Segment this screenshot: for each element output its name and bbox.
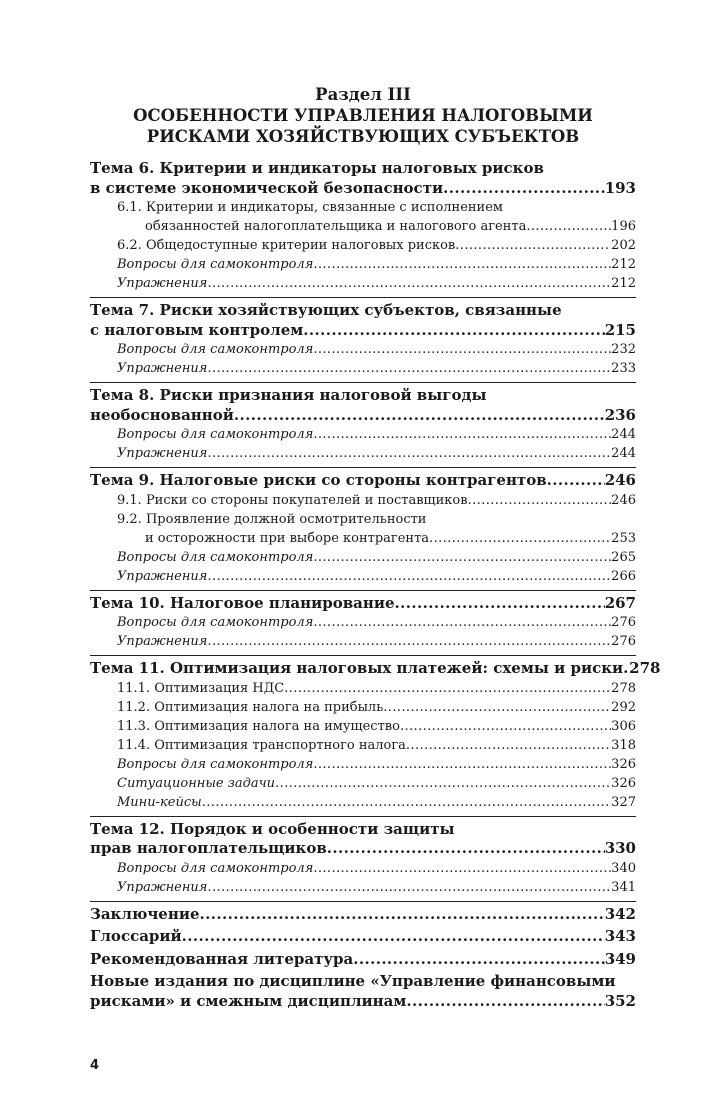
subsection-title: Вопросы для самоконтроля [117, 427, 314, 442]
leader-dots [207, 274, 611, 293]
topic-title-line2: в системе экономической безопасности [90, 178, 444, 197]
toc-entry[interactable] [90, 632, 636, 651]
toc-entry[interactable] [90, 255, 636, 274]
leader-dots [284, 679, 611, 698]
page-ref: 343 [604, 927, 636, 945]
page-ref: 246 [604, 471, 636, 489]
subsection-line2: обязанностей налогоплательщика и налогового агента [145, 219, 527, 234]
toc-entry[interactable] [90, 406, 636, 426]
page-ref: 193 [604, 178, 636, 197]
leader-dots [207, 567, 611, 586]
leader-dots [468, 491, 612, 510]
toc-entry[interactable] [90, 548, 636, 567]
toc-entry[interactable] [90, 679, 636, 698]
leader-dots [313, 255, 611, 274]
topic-title: Тема 11. Оптимизация налоговых платежей: схемы и риски [90, 659, 624, 677]
subsection-title: Вопросы для самоконтроля [117, 860, 314, 876]
toc-entry[interactable] [90, 236, 636, 255]
topic-title-line2: необоснованной [90, 405, 234, 424]
subsection-line2: и осторожности при выборе контрагента [145, 530, 430, 546]
toc-entry[interactable] [90, 491, 636, 510]
section-title-line1: ОСОБЕННОСТИ УПРАВЛЕНИЯ НАЛОГОВЫМИ [133, 106, 593, 125]
toc-entry[interactable] [90, 793, 636, 812]
subsection-title: 6.2. Общедоступные критерии налоговых рисков [117, 238, 456, 253]
toc-entry[interactable] [90, 774, 636, 793]
leader-dots [207, 359, 611, 378]
toc-topic-6 [90, 159, 636, 293]
toc-entry[interactable] [90, 425, 636, 444]
leader-dots [327, 839, 605, 859]
leader-dots [202, 793, 611, 812]
subsection-line1: 9.2. Проявление должной осмотрительности [117, 511, 427, 527]
subsection-title: 11.4. Оптимизация транспортного налога [117, 737, 406, 753]
toc-entry[interactable] [90, 950, 636, 970]
leader-dots [234, 406, 605, 426]
leader-dots [313, 613, 611, 632]
subsection-title: Ситуационные задачи [117, 775, 276, 791]
leader-dots [182, 927, 605, 947]
toc-entry[interactable] [90, 321, 636, 341]
backmatter-title: Глоссарий [90, 927, 182, 945]
subsection-title: 11.1. Оптимизация НДС [117, 680, 285, 696]
toc-entry[interactable] [90, 340, 636, 359]
toc-topic-7 [90, 297, 636, 378]
toc-entry[interactable] [90, 698, 636, 717]
backmatter-title: Заключение [90, 904, 200, 923]
backmatter-title-line2: рисками» и смежным дисциплинам [90, 991, 407, 1010]
topic-title-line1: Тема 6. Критерии и индикаторы налоговых рисков [90, 159, 544, 177]
page-ref: 326 [611, 775, 636, 791]
page-ref: 349 [604, 949, 636, 968]
toc-entry[interactable] [90, 594, 636, 614]
toc-entry[interactable] [90, 359, 636, 378]
leader-dots [406, 992, 604, 1012]
subsection-title: 11.2. Оптимизация налога на прибыль [117, 699, 384, 715]
toc-entry[interactable] [90, 736, 636, 755]
section-label: Раздел III [315, 85, 411, 104]
toc-entry[interactable] [90, 217, 636, 236]
subsection-title: Упражнения [117, 276, 208, 291]
subsection-title: Упражнения [117, 361, 208, 376]
toc-entry[interactable] [90, 659, 661, 679]
toc-entry[interactable] [90, 179, 636, 199]
section-title-line2: РИСКАМИ ХОЗЯЙСТВУЮЩИХ СУБЪЕКТОВ [146, 127, 580, 146]
page-ref: 212 [611, 276, 636, 291]
topic-title-line1: Тема 7. Риски хозяйствующих субъектов, связанные [90, 301, 562, 319]
toc-entry[interactable] [90, 905, 636, 925]
page-ref: 341 [611, 879, 636, 895]
toc-entry[interactable] [90, 613, 636, 632]
toc-topic-8 [90, 382, 636, 463]
page-ref: 278 [629, 659, 661, 677]
page-ref: 342 [604, 904, 636, 923]
backmatter-title-line1: Новые издания по дисциплине «Управление финансовыми [90, 972, 616, 990]
page-ref: 267 [604, 593, 636, 612]
topic-title: Тема 9. Налоговые риски со стороны контрагентов [90, 471, 547, 489]
toc-topic-12 [90, 816, 636, 897]
toc-entry[interactable] [90, 859, 636, 878]
toc-entry[interactable] [90, 717, 636, 736]
page-ref: 265 [611, 549, 636, 565]
leader-dots [200, 905, 605, 925]
subsection-title: Вопросы для самоконтроля [117, 756, 314, 772]
page-ref: 196 [611, 219, 636, 234]
leader-dots [547, 471, 605, 491]
leader-dots [303, 321, 604, 341]
leader-dots [395, 594, 605, 614]
leader-dots [275, 774, 611, 793]
page-ref: 340 [611, 860, 636, 876]
page-ref: 212 [611, 257, 636, 272]
leader-dots [313, 340, 611, 359]
subsection-title: Вопросы для самоконтроля [117, 257, 314, 272]
page-ref: 276 [611, 634, 636, 649]
subsection-title: Упражнения [117, 879, 208, 895]
subsection-title: Упражнения [117, 568, 208, 584]
backmatter-title: Рекомендованная литература [90, 949, 354, 968]
subsection-title: 11.3. Оптимизация налога на имущество [117, 718, 400, 734]
leader-dots [526, 217, 611, 236]
toc-entry[interactable] [90, 992, 636, 1012]
toc-entry[interactable] [90, 567, 636, 586]
toc-topic-11 [90, 655, 661, 812]
leader-dots [207, 878, 611, 897]
page-ref: 244 [611, 446, 636, 461]
page-ref: 306 [611, 718, 636, 734]
toc-entry[interactable] [90, 471, 636, 491]
page-ref: 232 [611, 342, 636, 357]
page-ref: 246 [611, 492, 636, 508]
leader-dots [313, 859, 611, 878]
page-ref: 253 [611, 530, 636, 546]
page-ref: 278 [611, 680, 636, 696]
subsection-title: Вопросы для самоконтроля [117, 342, 314, 357]
leader-dots [207, 444, 611, 463]
subsection-title: Вопросы для самоконтроля [117, 549, 314, 565]
page-ref: 292 [611, 699, 636, 715]
leader-dots [429, 529, 611, 548]
subsection-title: Упражнения [117, 634, 208, 649]
topic-title-line1: Тема 8. Риски признания налоговой выгоды [90, 386, 487, 404]
leader-dots [313, 548, 611, 567]
leader-dots [455, 236, 611, 255]
leader-dots [313, 425, 611, 444]
page-ref: 276 [611, 615, 636, 630]
toc-entry[interactable] [90, 878, 636, 897]
section-heading [0, 84, 726, 147]
page-ref: 318 [611, 737, 636, 753]
toc-topic-9 [90, 467, 636, 586]
leader-dots [313, 755, 611, 774]
leader-dots [406, 736, 611, 755]
leader-dots [400, 717, 611, 736]
page-ref: 326 [611, 756, 636, 772]
toc-entry[interactable] [90, 839, 636, 859]
page-ref: 327 [611, 794, 636, 810]
toc-entry[interactable] [90, 529, 636, 548]
page-number: 4 [90, 1058, 100, 1073]
topic-title-line2: с налоговым контролем [90, 320, 304, 339]
topic-title: Тема 10. Налоговое планирование [90, 593, 395, 612]
page-ref: 236 [604, 405, 636, 424]
toc-backmatter [90, 901, 636, 1012]
topic-title-line2: прав налогоплательщиков [90, 839, 327, 857]
subsection-title: Вопросы для самоконтроля [117, 615, 314, 630]
toc-topic-10 [90, 590, 636, 652]
page-ref: 352 [604, 991, 636, 1010]
table-of-contents [90, 159, 661, 1014]
page-ref: 202 [611, 238, 636, 253]
toc-entry[interactable] [90, 755, 636, 774]
toc-entry[interactable] [90, 444, 636, 463]
leader-dots [353, 950, 604, 970]
leader-dots [443, 179, 605, 199]
page-ref: 266 [611, 568, 636, 584]
leader-dots [383, 698, 611, 717]
subsection-title: Упражнения [117, 446, 208, 461]
toc-entry[interactable] [90, 927, 636, 947]
leader-dots [207, 632, 611, 651]
subsection-title: 9.1. Риски со стороны покупателей и поставщиков [117, 492, 468, 508]
toc-entry[interactable] [90, 274, 636, 293]
subsection-title: Мини-кейсы [117, 794, 202, 810]
page-ref: 244 [611, 427, 636, 442]
topic-title-line1: Тема 12. Порядок и особенности защиты [90, 819, 455, 838]
subsection-line1: 6.1. Критерии и индикаторы, связанные с исполнением [117, 200, 504, 215]
page-ref: 330 [604, 839, 636, 857]
page-ref: 215 [604, 320, 636, 339]
page-ref: 233 [611, 361, 636, 376]
